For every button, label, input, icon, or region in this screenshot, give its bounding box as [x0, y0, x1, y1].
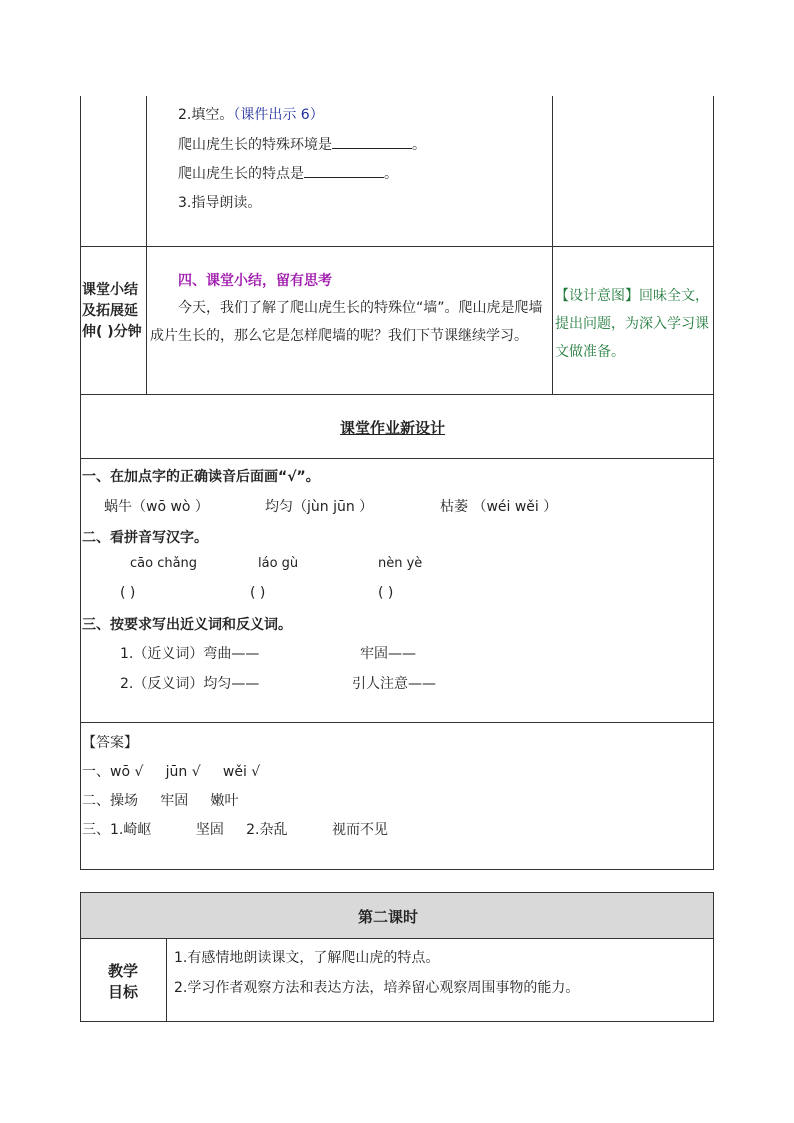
- goal-1: 1.有感情地朗读课文，了解爬山虎的特点。: [174, 950, 440, 966]
- pinyin-2: láo gù: [258, 556, 299, 571]
- fill-in-line-1: 爬山虎生长的特殊环境是 。: [178, 137, 426, 153]
- pinyin-1: cāo chǎng: [130, 556, 198, 571]
- design-note: 【设计意图】回味全文，提出问题，为深入学习课文做准备。: [555, 288, 709, 360]
- courseware-hint: （课件出示 6）: [233, 107, 324, 123]
- bracket-3: ( ): [378, 585, 394, 601]
- table-border-left: [80, 96, 81, 870]
- q1-item-1: 蜗牛（wō wò ）: [104, 499, 209, 515]
- goal-label-1: 教学: [108, 962, 139, 980]
- row-divider-2: [80, 394, 714, 395]
- lower-table-bottom: [80, 1021, 714, 1022]
- fill-in-title: 2.填空。（课件出示 6）: [178, 107, 324, 123]
- q3-line-2a: 2.（反义词）均匀——: [120, 676, 260, 692]
- table-col-divider-1: [146, 96, 147, 394]
- fill-in-line-2: 爬山虎生长的特点是 。: [178, 166, 398, 182]
- answers-title: 【答案】: [82, 735, 138, 751]
- answer-1: 一、wō √ jūn √ wěi √: [82, 764, 261, 780]
- question-2: 二、看拼音写汉字。: [82, 530, 208, 546]
- question-3: 三、按要求写出近义词和反义词。: [82, 617, 292, 633]
- lower-table-right: [713, 892, 714, 1022]
- table-border-bottom: [80, 869, 714, 870]
- answer-3: 三、1.崎岖 坚固 2.杂乱 视而不见: [82, 822, 388, 838]
- row-divider-3: [80, 458, 714, 459]
- q3-line-1a: 1.（近义词）弯曲——: [120, 646, 260, 662]
- blank-2: [304, 165, 384, 178]
- question-1: 一、在加点字的正确读音后面画“√”。: [82, 469, 320, 485]
- table-border-right: [713, 96, 714, 870]
- fill-in-line-3: 3.指导朗读。: [178, 195, 262, 211]
- blank-1: [332, 136, 412, 149]
- q3-line-2b: 引人注意——: [352, 676, 436, 692]
- lower-table-header-bottom: [80, 938, 714, 939]
- table-col-divider-2: [552, 96, 553, 394]
- summary-body: 今天，我们了解了爬山虎生长的特殊位“墙”。爬山虎是爬墙成片生长的，那么它是怎样爬墙的呢？我们下节课继续学习。: [150, 300, 543, 344]
- lower-table-top: [80, 892, 714, 893]
- answer-2: 二、操场 牢固 嫩叶: [82, 793, 239, 809]
- row-divider-1: [80, 246, 714, 247]
- bracket-1: ( ): [120, 585, 136, 601]
- q3-line-1b: 牢固——: [360, 646, 416, 662]
- lesson-header: 第二课时: [358, 908, 419, 926]
- lower-table-col-divider: [166, 938, 167, 1022]
- q1-item-3: 枯萎 （wéi wěi ）: [440, 499, 558, 515]
- pinyin-3: nèn yè: [378, 556, 423, 571]
- bracket-2: ( ): [250, 585, 266, 601]
- goal-label-2: 目标: [108, 983, 139, 1001]
- summary-heading: 四、课堂小结，留有思考: [178, 273, 332, 289]
- summary-row-label: 课堂小结及拓展延伸( )分钟: [82, 282, 142, 340]
- lower-table-left: [80, 892, 81, 1022]
- q1-item-2: 均匀（jùn jūn ）: [265, 499, 374, 515]
- goal-2: 2.学习作者观察方法和表达方法，培养留心观察周围事物的能力。: [174, 980, 580, 996]
- row-divider-4: [80, 722, 714, 723]
- homework-title: 课堂作业新设计: [340, 419, 446, 437]
